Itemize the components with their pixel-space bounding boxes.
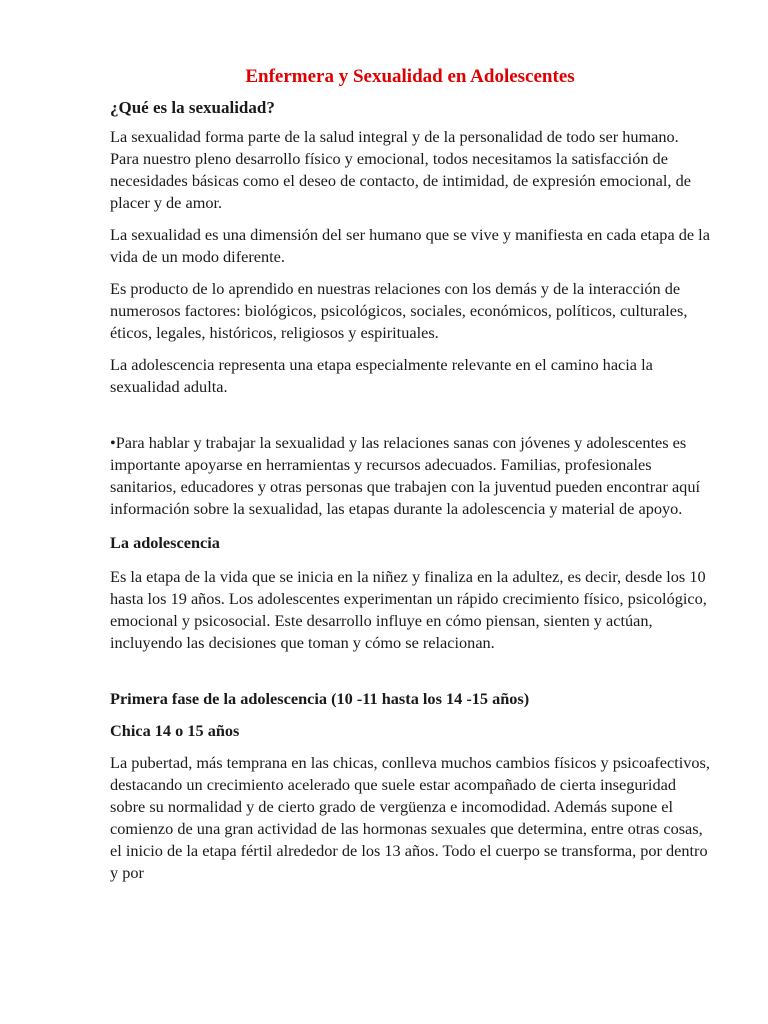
paragraph-7: La pubertad, más temprana en las chicas, conlleva muchos cambios físicos y psicoafectivos, destacando un crecimiento acelerado que suele estar acompañado de cierta inseguridad sobre su normalidad y de cierto grado de vergüenza e incomodidad. Además supone el comienzo de una gran actividad de las hormonas sexuales que determina, entre otras cosas, el inicio de la etapa fértil alrededor de los 13 años. Todo el cuerpo se transforma, por dentro y por bbox=[110, 753, 710, 882]
document-title: Enfermera y Sexualidad en Adolescentes bbox=[245, 66, 575, 87]
paragraph-6: Es la etapa de la vida que se inicia en la niñez y finaliza en la adultez, es decir, desde los 10 hasta los 19 años. Los adolescentes experimentan un rápido crecimiento físico, psicológico, emocional y psicosocial. Este desarrollo influye en cómo piensan, sienten y actúan, incluyendo las decisiones que toman y cómo se relacionan. bbox=[110, 567, 707, 652]
paragraph-1: La sexualidad forma parte de la salud integral y de la personalidad de todo ser humano. Para nuestro pleno desarrollo físico y emocional, todos necesitamos la satisfacción de necesidades básicas como el deseo de contacto, de intimidad, de expresión emocional, de placer y de amor. bbox=[110, 127, 691, 212]
paragraph-3: Es producto de lo aprendido en nuestras relaciones con los demás y de la interacción de numerosos factores: biológicos, psicológicos, sociales, económicos, políticos, culturales, éticos, legales, históricos, religiosos y espirituales. bbox=[110, 279, 688, 342]
paragraph-2: La sexualidad es una dimensión del ser humano que se vive y manifiesta en cada etapa de la vida de un modo diferente. bbox=[110, 225, 710, 266]
section-heading-what-is-sexuality: ¿Qué es la sexualidad? bbox=[110, 98, 275, 117]
section-heading-adolescence: La adolescencia bbox=[110, 533, 220, 552]
paragraph-4: La adolescencia representa una etapa especialmente relevante en el camino hacia la sexualidad adulta. bbox=[110, 355, 653, 396]
section-heading-girl-14-15: Chica 14 o 15 años bbox=[110, 721, 240, 740]
section-heading-first-phase: Primera fase de la adolescencia (10 -11 hasta los 14 -15 años) bbox=[110, 689, 530, 708]
document-page bbox=[110, 64, 710, 884]
paragraph-5-bullet: •Para hablar y trabajar la sexualidad y las relaciones sanas con jóvenes y adolescentes es importante apoyarse en herramientas y recursos adecuados. Familias, profesionales sanitarios, educadores y otras personas que trabajen con la juventud pueden encontrar aquí información sobre la sexualidad, las etapas durante la adolescencia y material de apoyo. bbox=[110, 433, 700, 518]
